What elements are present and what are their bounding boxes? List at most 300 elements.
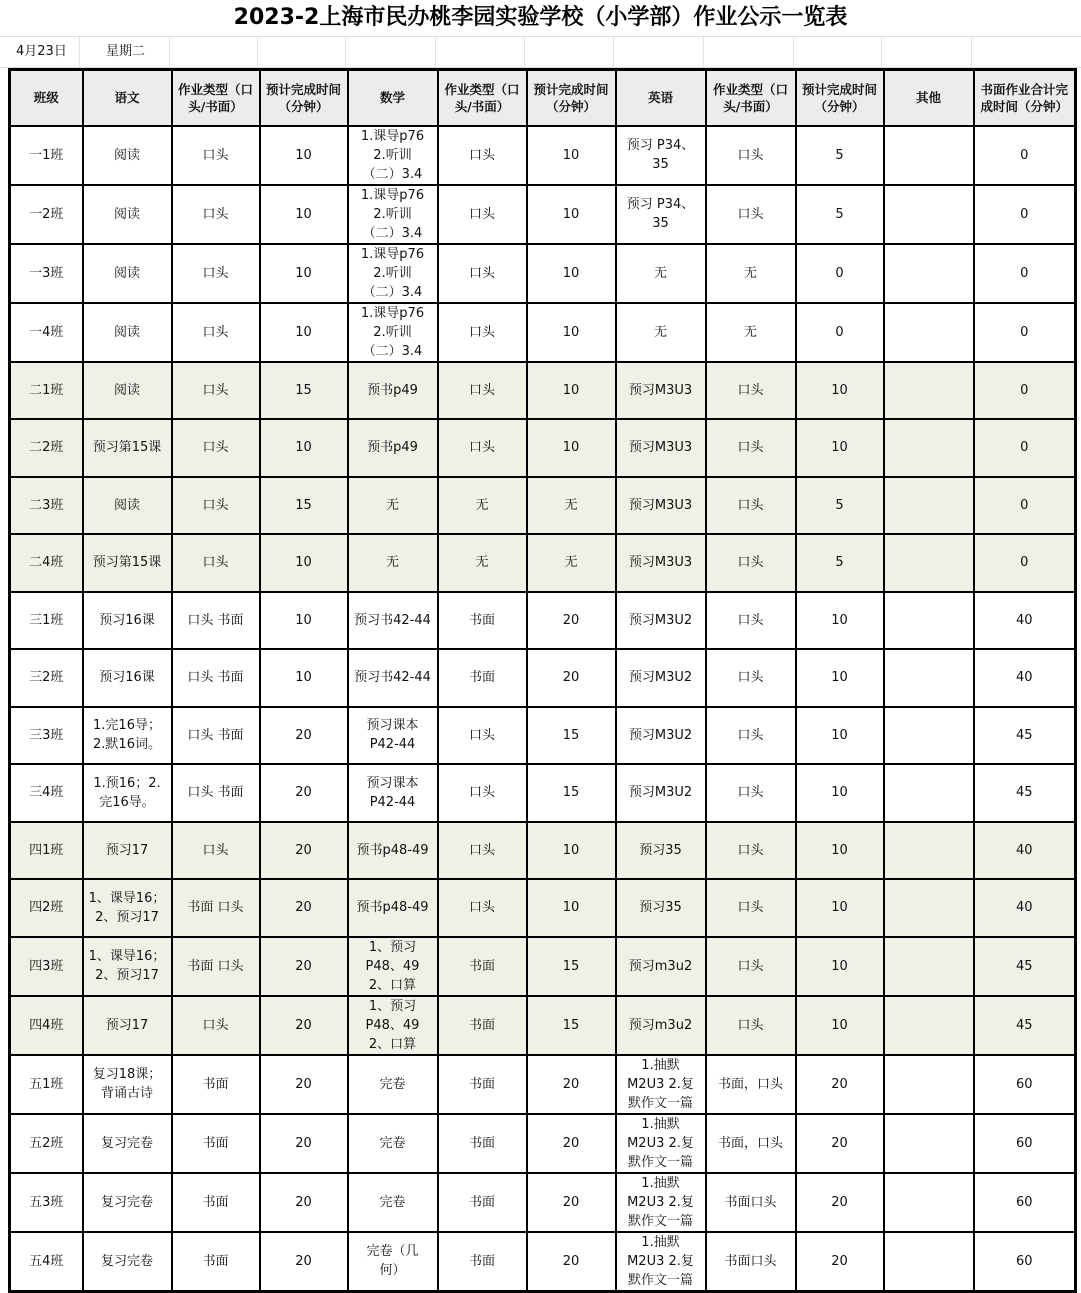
cell-class[interactable] bbox=[10, 477, 83, 535]
cell-text: 10 bbox=[295, 670, 312, 686]
cell-text: 无 bbox=[564, 555, 578, 571]
cell-other[interactable] bbox=[884, 244, 974, 303]
cell-math-time[interactable] bbox=[527, 592, 616, 650]
cell-english[interactable] bbox=[616, 185, 706, 244]
cell-english-time[interactable] bbox=[796, 1055, 884, 1114]
cell-math[interactable] bbox=[348, 1232, 438, 1292]
cell-class[interactable] bbox=[10, 534, 83, 592]
cell-total-written-time[interactable] bbox=[974, 1114, 1076, 1173]
cell-english[interactable] bbox=[616, 707, 706, 765]
cell-english[interactable] bbox=[616, 419, 706, 477]
cell-text: 书面 bbox=[202, 1076, 229, 1092]
cell-english-type[interactable] bbox=[706, 649, 796, 707]
cell-total-written-time[interactable] bbox=[974, 244, 1076, 303]
cell-english-type[interactable] bbox=[706, 126, 796, 185]
cell-chinese[interactable] bbox=[83, 185, 172, 244]
cell-math-time[interactable] bbox=[527, 822, 616, 880]
cell-english-type[interactable] bbox=[706, 534, 796, 592]
cell-math-time[interactable] bbox=[527, 362, 616, 420]
cell-chinese-time[interactable] bbox=[260, 707, 348, 765]
cell-math[interactable] bbox=[348, 764, 438, 822]
cell-chinese-time[interactable] bbox=[260, 303, 348, 362]
cell-text: 10 bbox=[562, 206, 580, 222]
cell-math-type[interactable] bbox=[438, 764, 527, 822]
cell-english-time[interactable] bbox=[796, 477, 884, 535]
cell-class[interactable] bbox=[10, 879, 83, 937]
cell-class[interactable] bbox=[10, 592, 83, 650]
cell-other[interactable] bbox=[884, 764, 974, 822]
cell-english[interactable] bbox=[616, 1114, 706, 1173]
cell-math-type[interactable] bbox=[438, 822, 527, 880]
cell-text: 书面，口头 bbox=[717, 1076, 783, 1092]
cell-chinese-type[interactable] bbox=[172, 937, 260, 996]
cell-chinese-type[interactable] bbox=[172, 244, 260, 303]
cell-text: 口头 bbox=[737, 147, 764, 163]
cell-english-time[interactable] bbox=[796, 937, 884, 996]
cell-math-type[interactable] bbox=[438, 303, 527, 362]
cell-total-written-time[interactable] bbox=[974, 822, 1076, 880]
cell-chinese-type[interactable] bbox=[172, 1055, 260, 1114]
cell-chinese-type[interactable] bbox=[172, 1173, 260, 1232]
cell-math-type[interactable] bbox=[438, 477, 527, 535]
header-english-time[interactable]: 预计完成时间（分钟） bbox=[796, 70, 884, 126]
cell-chinese-type[interactable] bbox=[172, 1114, 260, 1173]
cell-chinese-time[interactable] bbox=[260, 822, 348, 880]
cell-text: 完卷 bbox=[379, 1076, 406, 1092]
cell-math[interactable] bbox=[348, 419, 438, 477]
cell-math[interactable] bbox=[348, 592, 438, 650]
cell-total-written-time[interactable] bbox=[974, 419, 1076, 477]
cell-class[interactable] bbox=[10, 244, 83, 303]
cell-chinese[interactable] bbox=[83, 649, 172, 707]
cell-chinese-type[interactable] bbox=[172, 764, 260, 822]
cell-chinese-type[interactable] bbox=[172, 362, 260, 420]
cell-english-time[interactable] bbox=[796, 1232, 884, 1292]
cell-text: 无 bbox=[385, 497, 399, 513]
cell-other[interactable] bbox=[884, 1114, 974, 1173]
cell-class[interactable] bbox=[10, 126, 83, 185]
cell-text: 10 bbox=[562, 382, 580, 398]
cell-english[interactable] bbox=[616, 303, 706, 362]
cell-class[interactable] bbox=[10, 362, 83, 420]
cell-total-written-time[interactable] bbox=[974, 937, 1076, 996]
cell-chinese-time[interactable] bbox=[260, 937, 348, 996]
cell-english[interactable] bbox=[616, 764, 706, 822]
cell-class[interactable] bbox=[10, 1114, 83, 1173]
cell-class[interactable] bbox=[10, 1232, 83, 1292]
cell-math-time[interactable] bbox=[527, 649, 616, 707]
cell-english-type[interactable] bbox=[706, 244, 796, 303]
cell-class[interactable] bbox=[10, 1055, 83, 1114]
cell-chinese-time[interactable] bbox=[260, 592, 348, 650]
cell-english[interactable] bbox=[616, 126, 706, 185]
cell-chinese[interactable] bbox=[83, 126, 172, 185]
cell-text: 一1班 bbox=[29, 147, 64, 163]
cell-math-time[interactable] bbox=[527, 764, 616, 822]
cell-class[interactable] bbox=[10, 303, 83, 362]
weekday-cell[interactable]: 星期二 bbox=[80, 37, 170, 67]
cell-other[interactable] bbox=[884, 534, 974, 592]
cell-math-type[interactable] bbox=[438, 534, 527, 592]
cell-chinese-type[interactable] bbox=[172, 185, 260, 244]
cell-english-type[interactable] bbox=[706, 996, 796, 1055]
empty-cell[interactable] bbox=[170, 37, 258, 67]
cell-other[interactable] bbox=[884, 477, 974, 535]
cell-english-time[interactable] bbox=[796, 879, 884, 937]
cell-english-type[interactable] bbox=[706, 879, 796, 937]
cell-chinese-type[interactable] bbox=[172, 534, 260, 592]
header-chinese[interactable]: 语文 bbox=[83, 70, 172, 126]
cell-chinese-time[interactable] bbox=[260, 534, 348, 592]
cell-english-type[interactable] bbox=[706, 822, 796, 880]
cell-english[interactable] bbox=[616, 996, 706, 1055]
cell-english-type[interactable] bbox=[706, 707, 796, 765]
cell-class[interactable] bbox=[10, 822, 83, 880]
cell-other[interactable] bbox=[884, 822, 974, 880]
cell-other[interactable] bbox=[884, 649, 974, 707]
cell-english-type[interactable] bbox=[706, 1232, 796, 1292]
cell-text: 1.课导p76 2.听训 （二）3.4 bbox=[360, 246, 425, 300]
cell-chinese[interactable] bbox=[83, 303, 172, 362]
cell-chinese-time[interactable] bbox=[260, 1114, 348, 1173]
cell-text: 1.预16；2. 完16导。 bbox=[93, 775, 161, 810]
cell-math-type[interactable] bbox=[438, 126, 527, 185]
cell-math-type[interactable] bbox=[438, 707, 527, 765]
empty-cell[interactable] bbox=[882, 37, 972, 67]
cell-math[interactable] bbox=[348, 362, 438, 420]
cell-english-time[interactable] bbox=[796, 534, 884, 592]
cell-chinese-type[interactable] bbox=[172, 592, 260, 650]
cell-total-written-time[interactable] bbox=[974, 649, 1076, 707]
header-row bbox=[10, 70, 1076, 126]
cell-chinese-time[interactable] bbox=[260, 362, 348, 420]
cell-total-written-time[interactable] bbox=[974, 707, 1076, 765]
cell-total-written-time[interactable] bbox=[974, 534, 1076, 592]
header-english[interactable]: 英语 bbox=[616, 70, 706, 126]
page-title: 2023-2上海市民办桃李园实验学校（小学部）作业公示一览表 bbox=[233, 5, 848, 30]
cell-english-time[interactable] bbox=[796, 592, 884, 650]
cell-chinese-type[interactable] bbox=[172, 1232, 260, 1292]
cell-math[interactable] bbox=[348, 707, 438, 765]
cell-chinese-type[interactable] bbox=[172, 707, 260, 765]
cell-text: 40 bbox=[1015, 842, 1033, 858]
header-other[interactable]: 其他 bbox=[884, 70, 974, 126]
homework-table bbox=[8, 68, 1077, 1293]
cell-chinese-time[interactable] bbox=[260, 1232, 348, 1292]
cell-chinese-time[interactable] bbox=[260, 1055, 348, 1114]
cell-chinese-time[interactable] bbox=[260, 477, 348, 535]
cell-english-time[interactable] bbox=[796, 419, 884, 477]
cell-english-time[interactable] bbox=[796, 185, 884, 244]
cell-other[interactable] bbox=[884, 592, 974, 650]
cell-chinese[interactable] bbox=[83, 707, 172, 765]
table-row bbox=[10, 1055, 1076, 1114]
table-row bbox=[10, 649, 1076, 707]
cell-total-written-time[interactable] bbox=[974, 879, 1076, 937]
cell-math-time[interactable] bbox=[527, 419, 616, 477]
cell-text: 预习M3U3 bbox=[628, 440, 693, 456]
cell-english[interactable] bbox=[616, 534, 706, 592]
cell-text: 口头 bbox=[468, 147, 495, 163]
cell-chinese-type[interactable] bbox=[172, 879, 260, 937]
cell-chinese[interactable] bbox=[83, 1114, 172, 1173]
cell-chinese-time[interactable] bbox=[260, 996, 348, 1055]
cell-math-time[interactable] bbox=[527, 1055, 616, 1114]
cell-total-written-time[interactable] bbox=[974, 1173, 1076, 1232]
cell-english-type[interactable] bbox=[706, 419, 796, 477]
cell-text: 20 bbox=[295, 785, 312, 801]
cell-text: 书面 bbox=[468, 1017, 495, 1033]
cell-chinese-time[interactable] bbox=[260, 649, 348, 707]
cell-chinese-type[interactable] bbox=[172, 649, 260, 707]
cell-class[interactable] bbox=[10, 185, 83, 244]
header-math[interactable]: 数学 bbox=[348, 70, 438, 126]
cell-english[interactable] bbox=[616, 244, 706, 303]
cell-other[interactable] bbox=[884, 1055, 974, 1114]
date-cell[interactable]: 4月23日 bbox=[0, 37, 80, 67]
header-class[interactable]: 班级 bbox=[10, 70, 83, 126]
cell-english-type[interactable] bbox=[706, 592, 796, 650]
empty-cell[interactable] bbox=[346, 37, 436, 67]
cell-other[interactable] bbox=[884, 937, 974, 996]
empty-cell[interactable] bbox=[614, 37, 704, 67]
cell-english[interactable] bbox=[616, 1232, 706, 1292]
table-row bbox=[10, 1114, 1076, 1173]
cell-total-written-time[interactable] bbox=[974, 592, 1076, 650]
cell-chinese-type[interactable] bbox=[172, 419, 260, 477]
cell-text: 预习 P34、 35 bbox=[626, 138, 695, 172]
cell-english-type[interactable] bbox=[706, 1055, 796, 1114]
cell-math[interactable] bbox=[348, 303, 438, 362]
cell-english[interactable] bbox=[616, 937, 706, 996]
cell-other[interactable] bbox=[884, 362, 974, 420]
cell-math-time[interactable] bbox=[527, 244, 616, 303]
cell-english[interactable] bbox=[616, 822, 706, 880]
empty-cell[interactable] bbox=[436, 37, 525, 67]
cell-math-type[interactable] bbox=[438, 244, 527, 303]
cell-math-time[interactable] bbox=[527, 996, 616, 1055]
cell-other[interactable] bbox=[884, 1173, 974, 1232]
cell-math-type[interactable] bbox=[438, 1055, 527, 1114]
cell-chinese[interactable] bbox=[83, 1173, 172, 1232]
cell-english-time[interactable] bbox=[796, 649, 884, 707]
header-total-written-time[interactable]: 书面作业合计完成时间（分钟） bbox=[974, 70, 1076, 126]
cell-math[interactable] bbox=[348, 477, 438, 535]
cell-chinese-time[interactable] bbox=[260, 1173, 348, 1232]
cell-chinese[interactable] bbox=[83, 419, 172, 477]
cell-chinese[interactable] bbox=[83, 822, 172, 880]
cell-text: 1.课导p76 2.听训 （二）3.4 bbox=[360, 128, 425, 182]
cell-total-written-time[interactable] bbox=[974, 185, 1076, 244]
cell-english-type[interactable] bbox=[706, 764, 796, 822]
cell-math-time[interactable] bbox=[527, 303, 616, 362]
cell-math[interactable] bbox=[348, 1055, 438, 1114]
cell-english[interactable] bbox=[616, 592, 706, 650]
cell-other[interactable] bbox=[884, 996, 974, 1055]
cell-text: 书面 bbox=[468, 1253, 495, 1269]
cell-chinese[interactable] bbox=[83, 534, 172, 592]
header-chinese-type[interactable]: 作业类型（口头/书面） bbox=[172, 70, 260, 126]
cell-chinese[interactable] bbox=[83, 592, 172, 650]
cell-math[interactable] bbox=[348, 534, 438, 592]
cell-chinese-time[interactable] bbox=[260, 126, 348, 185]
cell-chinese-type[interactable] bbox=[172, 126, 260, 185]
cell-math-time[interactable] bbox=[527, 477, 616, 535]
cell-text: 10 bbox=[831, 1017, 848, 1033]
cell-math-time[interactable] bbox=[527, 707, 616, 765]
cell-english[interactable] bbox=[616, 879, 706, 937]
cell-english[interactable] bbox=[616, 1173, 706, 1232]
cell-english-type[interactable] bbox=[706, 303, 796, 362]
cell-chinese[interactable] bbox=[83, 362, 172, 420]
cell-class[interactable] bbox=[10, 707, 83, 765]
cell-total-written-time[interactable] bbox=[974, 764, 1076, 822]
empty-cell[interactable] bbox=[794, 37, 882, 67]
cell-chinese-time[interactable] bbox=[260, 244, 348, 303]
cell-english-time[interactable] bbox=[796, 764, 884, 822]
cell-english-type[interactable] bbox=[706, 185, 796, 244]
cell-math[interactable] bbox=[348, 879, 438, 937]
cell-chinese-type[interactable] bbox=[172, 303, 260, 362]
cell-chinese-time[interactable] bbox=[260, 185, 348, 244]
cell-total-written-time[interactable] bbox=[974, 1055, 1076, 1114]
cell-english-time[interactable] bbox=[796, 362, 884, 420]
cell-class[interactable] bbox=[10, 649, 83, 707]
cell-english[interactable] bbox=[616, 649, 706, 707]
cell-class[interactable] bbox=[10, 764, 83, 822]
cell-chinese-time[interactable] bbox=[260, 879, 348, 937]
cell-math[interactable] bbox=[348, 185, 438, 244]
cell-math[interactable] bbox=[348, 649, 438, 707]
cell-text: 45 bbox=[1015, 958, 1033, 974]
cell-english-time[interactable] bbox=[796, 822, 884, 880]
cell-other[interactable] bbox=[884, 707, 974, 765]
cell-total-written-time[interactable] bbox=[974, 362, 1076, 420]
cell-english-time[interactable] bbox=[796, 244, 884, 303]
empty-cell[interactable] bbox=[704, 37, 794, 67]
cell-english-time[interactable] bbox=[796, 707, 884, 765]
cell-math-type[interactable] bbox=[438, 1232, 527, 1292]
cell-other[interactable] bbox=[884, 1232, 974, 1292]
cell-english-type[interactable] bbox=[706, 362, 796, 420]
cell-chinese[interactable] bbox=[83, 996, 172, 1055]
cell-english[interactable] bbox=[616, 1055, 706, 1114]
cell-math[interactable] bbox=[348, 126, 438, 185]
cell-chinese[interactable] bbox=[83, 477, 172, 535]
cell-chinese[interactable] bbox=[83, 937, 172, 996]
header-math-time[interactable]: 预计完成时间（分钟） bbox=[527, 70, 616, 126]
cell-other[interactable] bbox=[884, 126, 974, 185]
cell-chinese-time[interactable] bbox=[260, 764, 348, 822]
table-row bbox=[10, 185, 1076, 244]
cell-math[interactable] bbox=[348, 1114, 438, 1173]
cell-math-type[interactable] bbox=[438, 996, 527, 1055]
cell-math-time[interactable] bbox=[527, 1232, 616, 1292]
cell-math-type[interactable] bbox=[438, 592, 527, 650]
cell-chinese-type[interactable] bbox=[172, 822, 260, 880]
cell-other[interactable] bbox=[884, 185, 974, 244]
cell-math-time[interactable] bbox=[527, 1114, 616, 1173]
cell-chinese[interactable] bbox=[83, 879, 172, 937]
cell-math[interactable] bbox=[348, 996, 438, 1055]
empty-cell[interactable] bbox=[972, 37, 1081, 67]
cell-math[interactable] bbox=[348, 1173, 438, 1232]
cell-math-type[interactable] bbox=[438, 362, 527, 420]
cell-total-written-time[interactable] bbox=[974, 126, 1076, 185]
cell-text: 10 bbox=[562, 265, 580, 281]
cell-math[interactable] bbox=[348, 937, 438, 996]
cell-math-type[interactable] bbox=[438, 419, 527, 477]
header-english-type[interactable]: 作业类型（口头/书面） bbox=[706, 70, 796, 126]
header-math-type[interactable]: 作业类型（口头/书面） bbox=[438, 70, 527, 126]
cell-text: 10 bbox=[831, 785, 848, 801]
cell-class[interactable] bbox=[10, 1173, 83, 1232]
cell-english-time[interactable] bbox=[796, 1173, 884, 1232]
cell-total-written-time[interactable] bbox=[974, 996, 1076, 1055]
cell-english[interactable] bbox=[616, 477, 706, 535]
cell-chinese-type[interactable] bbox=[172, 477, 260, 535]
cell-chinese[interactable] bbox=[83, 1055, 172, 1114]
empty-cell[interactable] bbox=[258, 37, 346, 67]
cell-math-type[interactable] bbox=[438, 649, 527, 707]
cell-math-time[interactable] bbox=[527, 185, 616, 244]
cell-total-written-time[interactable] bbox=[974, 477, 1076, 535]
cell-english-time[interactable] bbox=[796, 996, 884, 1055]
cell-chinese[interactable] bbox=[83, 764, 172, 822]
cell-math-type[interactable] bbox=[438, 1114, 527, 1173]
cell-text: 口头 bbox=[202, 147, 229, 163]
cell-text: 一2班 bbox=[29, 206, 64, 222]
cell-other[interactable] bbox=[884, 303, 974, 362]
cell-english-type[interactable] bbox=[706, 477, 796, 535]
cell-math-type[interactable] bbox=[438, 1173, 527, 1232]
cell-chinese[interactable] bbox=[83, 244, 172, 303]
header-chinese-time[interactable]: 预计完成时间（分钟） bbox=[260, 70, 348, 126]
cell-math-type[interactable] bbox=[438, 185, 527, 244]
cell-english[interactable] bbox=[616, 362, 706, 420]
cell-math-type[interactable] bbox=[438, 879, 527, 937]
cell-math-time[interactable] bbox=[527, 126, 616, 185]
cell-math-time[interactable] bbox=[527, 534, 616, 592]
cell-class[interactable] bbox=[10, 996, 83, 1055]
cell-english-type[interactable] bbox=[706, 1114, 796, 1173]
cell-text: 预习书42-44 bbox=[354, 612, 431, 628]
cell-english-time[interactable] bbox=[796, 1114, 884, 1173]
cell-other[interactable] bbox=[884, 879, 974, 937]
cell-chinese-time[interactable] bbox=[260, 419, 348, 477]
cell-class[interactable] bbox=[10, 937, 83, 996]
cell-total-written-time[interactable] bbox=[974, 1232, 1076, 1292]
cell-english-type[interactable] bbox=[706, 937, 796, 996]
cell-total-written-time[interactable] bbox=[974, 303, 1076, 362]
cell-math-time[interactable] bbox=[527, 937, 616, 996]
cell-english-time[interactable] bbox=[796, 126, 884, 185]
table-row bbox=[10, 592, 1076, 650]
cell-other[interactable] bbox=[884, 419, 974, 477]
cell-math[interactable] bbox=[348, 244, 438, 303]
cell-math-time[interactable] bbox=[527, 879, 616, 937]
empty-cell[interactable] bbox=[525, 37, 614, 67]
cell-chinese[interactable] bbox=[83, 1232, 172, 1292]
cell-english-time[interactable] bbox=[796, 303, 884, 362]
cell-math[interactable] bbox=[348, 822, 438, 880]
cell-class[interactable] bbox=[10, 419, 83, 477]
cell-text: 书面 bbox=[468, 612, 495, 628]
cell-chinese-type[interactable] bbox=[172, 996, 260, 1055]
cell-math-time[interactable] bbox=[527, 1173, 616, 1232]
cell-english-type[interactable] bbox=[706, 1173, 796, 1232]
cell-math-type[interactable] bbox=[438, 937, 527, 996]
